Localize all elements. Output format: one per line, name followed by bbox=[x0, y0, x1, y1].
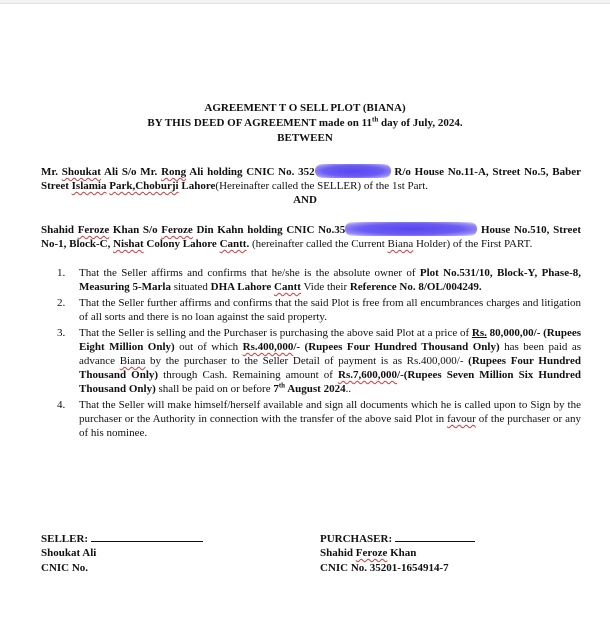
terms-list bbox=[41, 266, 581, 442]
seller-signature-block bbox=[41, 531, 203, 576]
seller-party-paragraph: Mr. Shoukat Ali S/o Mr. Rong Ali holding CNIC No. 352 R/o House No.11-A, Street No.5, Baber Street Islamia Park,Choburji Lahore(Hereinafter called the SELLER) of the 1st Part. bbox=[41, 166, 581, 192]
purchaser-cnic: CNIC No. 35201-1654914-7 bbox=[320, 562, 449, 574]
redaction-mark bbox=[345, 222, 477, 236]
term-item: 4. That the Seller will make himself/herself available and sign all documents which he is called upon to Sign by the purchaser or the Authority in connection with the transfer of the above said Plot in favour of the purchaser or any of his nominee. bbox=[57, 399, 581, 439]
and-separator: AND bbox=[293, 194, 317, 206]
seller-name: Shoukat Ali bbox=[41, 547, 97, 559]
purchaser-name: Shahid Feroze Khan bbox=[320, 547, 417, 559]
document-title: AGREEMENT T O SELL PLOT (BIANA) bbox=[204, 102, 406, 114]
term-item: 3. That the Seller is selling and the Purchaser is purchasing the above said Plot at a price of Rs. 80,000,00/- (Rupees Eight Million Only) out of which Rs.400,000/- (Rupees Four Hundred Thousand Only) has been paid as advance Biana by the purchaser to the Seller Detail of payment is as Rs.400,000/- (Rupees Four Hundred Thousand Only) through Cash. Remaining amount of Rs.7,600,000/-(Rupees Seven Million Six Hundred Thousand Only) shall be paid on or before 7th August 2024.. bbox=[57, 327, 582, 395]
between-heading: BETWEEN bbox=[277, 132, 333, 144]
deed-date-line: BY THIS DEED OF AGREEMENT made on 11th day of July, 2024. bbox=[147, 115, 463, 129]
seller-cnic: CNIC No. bbox=[41, 562, 89, 574]
document-title-block bbox=[0, 101, 610, 146]
purchaser-label: PURCHASER: bbox=[320, 533, 393, 545]
term-item: 2. That the Seller further affirms and confirms that the said Plot is free from all encumbrances charges and litigation of all sorts and there is no loan against the said property. bbox=[57, 297, 581, 323]
purchaser-signature-block bbox=[320, 531, 475, 576]
seller-signature-line bbox=[91, 531, 203, 542]
term-item: 1. That the Seller affirms and confirms that he/she is the absolute owner of Plot No.531/10, Block-Y, Phase-8, Measuring 5-Marla situated DHA Lahore Cantt Vide their Reference No. 8/OL/004249. bbox=[57, 267, 581, 293]
seller-label: SELLER: bbox=[41, 533, 89, 545]
purchaser-party-paragraph: Shahid Feroze Khan S/o Feroze Din Kahn holding CNIC No.35 House No.510, Street No-1, Block-C, Nishat Colony Lahore Cantt. (hereinafter called the Current Biana Holder) of the First PART. bbox=[41, 224, 581, 250]
purchaser-signature-line bbox=[395, 531, 475, 542]
redaction-mark bbox=[315, 164, 391, 178]
window-top-edge bbox=[0, 0, 610, 4]
